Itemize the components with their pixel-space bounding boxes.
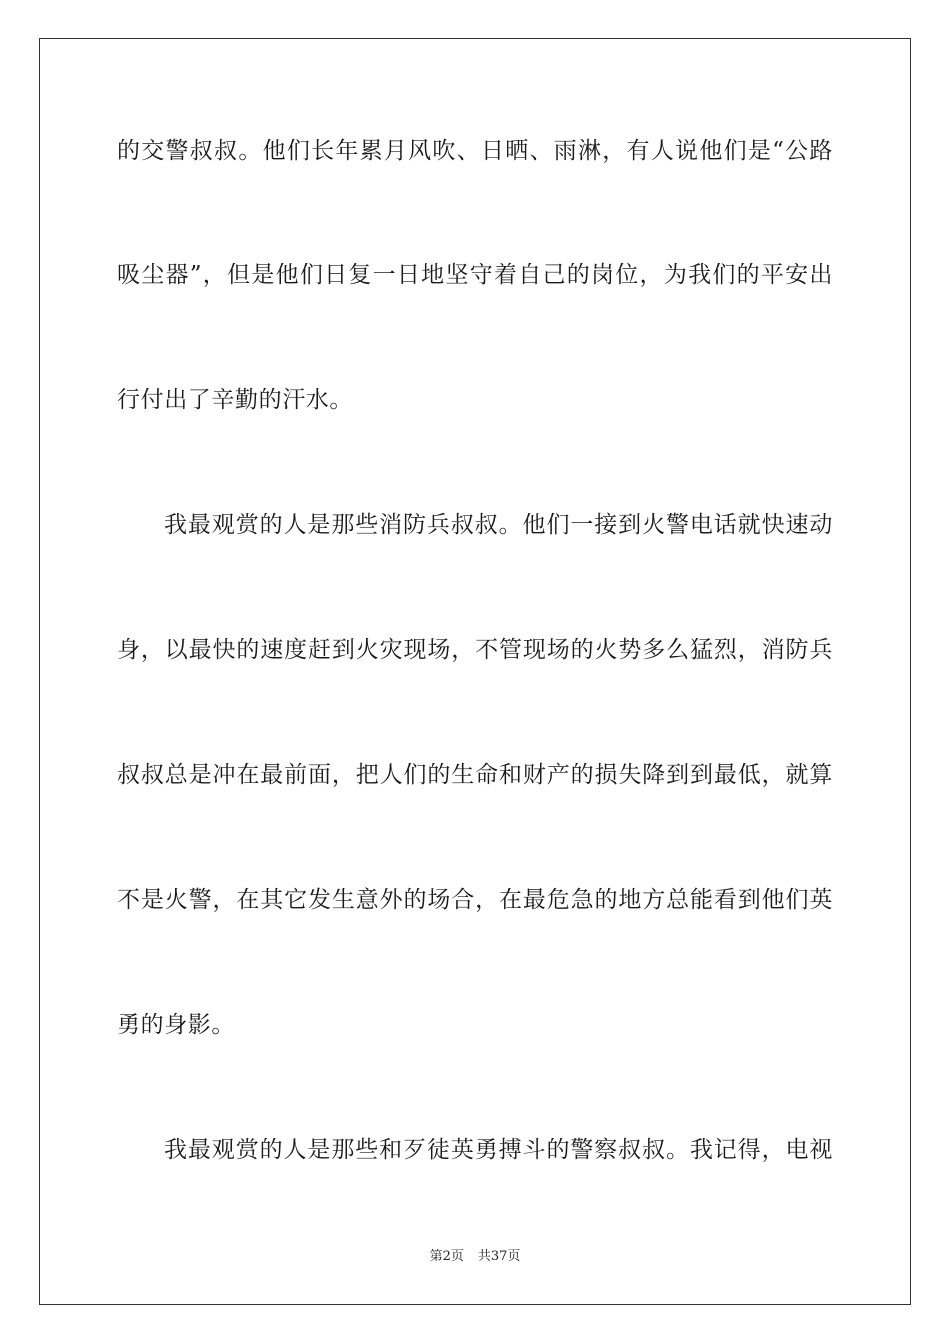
paragraph-line: 我最观赏的人是那些和歹徒英勇搏斗的警察叔叔。我记得，电视: [164, 1137, 833, 1163]
paragraph-line: 不是火警，在其它发生意外的场合，在最危急的地方总能看到他们英: [117, 887, 833, 913]
paragraph-line: 的交警叔叔。他们长年累月风吹、日晒、雨淋，有人说他们是“公路: [117, 138, 833, 164]
paragraph-line: 叔叔总是冲在最前面，把人们的生命和财产的损失降到到最低，就算: [117, 762, 833, 788]
total-pages: 共37页: [477, 1249, 521, 1264]
paragraph-line: 我最观赏的人是那些消防兵叔叔。他们一接到火警电话就快速动: [164, 512, 833, 538]
paragraph-line: 行付出了辛勤的汗水。: [117, 387, 353, 413]
page-number: 第2页: [429, 1249, 464, 1264]
page-footer: [0, 1248, 950, 1266]
paragraph-line: 勇的身影。: [117, 1012, 235, 1038]
paragraph-line: 吸尘器”，但是他们日复一日地坚守着自己的岗位，为我们的平安出: [117, 262, 833, 288]
paragraph-line: 身，以最快的速度赶到火灾现场，不管现场的火势多么猛烈，消防兵: [117, 637, 833, 663]
page-border: [39, 38, 911, 1305]
